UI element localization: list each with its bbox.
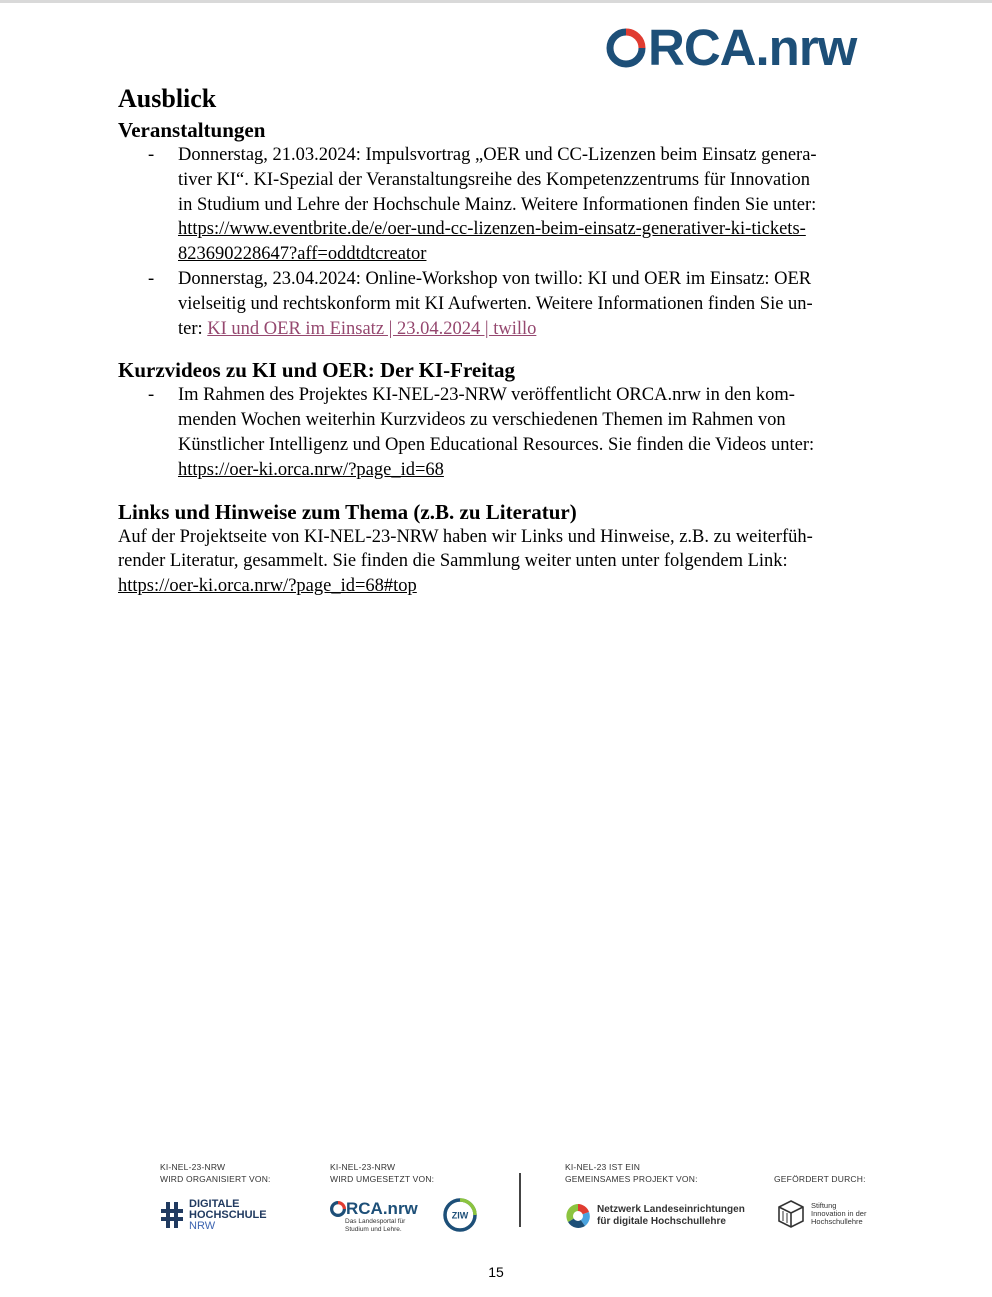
- dh-line: DIGITALE: [189, 1197, 240, 1210]
- caption-line: KI-NEL-23-NRW: [160, 1162, 226, 1172]
- stiftung-line: Hochschullehre: [811, 1217, 863, 1226]
- orca-ring-logo-icon: [606, 28, 646, 68]
- caption-line: WIRD UMGESETZT VON:: [330, 1174, 435, 1184]
- section-title-kurzvideos: Kurzvideos zu KI und OER: Der KI-Freitag: [118, 358, 516, 383]
- caption-line: GEMEINSAMES PROJEKT VON:: [565, 1174, 698, 1184]
- stiftung-cube-icon: [777, 1199, 805, 1229]
- netzwerk-circle-icon: [565, 1203, 591, 1229]
- stiftung-line: Stiftung: [811, 1201, 837, 1210]
- footer-divider: [519, 1173, 521, 1227]
- stiftung-logo: [777, 1199, 866, 1229]
- caption-line: KI-NEL-23 IST EIN: [565, 1162, 641, 1172]
- netzwerk-logo: [565, 1203, 745, 1229]
- links-paragraph: [118, 525, 878, 599]
- orca-small-text: RCA.nrw: [346, 1199, 418, 1218]
- text-line: Künstlicher Intelligenz und Open Educational Resources. Sie finden die Videos unter:: [178, 434, 815, 455]
- eventbrite-link[interactable]: https://www.eventbrite.de/e/oer-und-cc-lizenzen-beim-einsatz-generativer-ki-tickets-: [178, 219, 806, 240]
- videos-list: [118, 383, 878, 482]
- text-line: render Literatur, gesammelt. Sie finden die Sammlung weiter unten unter folgendem Link:: [118, 551, 788, 572]
- text-line: menden Wochen weiterhin Kurzvideos zu verschiedenen Themen im Rahmen von: [178, 410, 786, 431]
- text-line: Donnerstag, 23.04.2024: Online-Workshop von twillo: KI und OER im Einsatz: OER: [178, 268, 812, 289]
- text-line: vielseitig und rechtskonform mit KI Aufwerten. Weitere Informationen finden Sie un-: [178, 293, 813, 314]
- orca-tagline: Studium und Lehre.: [345, 1226, 402, 1233]
- stiftung-text: [811, 1202, 866, 1226]
- events-list: [118, 143, 878, 341]
- dash-bullet: -: [148, 268, 155, 289]
- netzwerk-text: [597, 1204, 745, 1228]
- stiftung-line: Innovation in der: [811, 1209, 867, 1218]
- caption-line: WIRD ORGANISIERT VON:: [160, 1174, 271, 1184]
- dh-text: [189, 1199, 267, 1232]
- page-top-border: [0, 0, 992, 3]
- caption-funded: [774, 1173, 866, 1185]
- page-heading: Ausblick: [118, 84, 217, 113]
- text-line: Im Rahmen des Projektes KI-NEL-23-NRW veröffentlicht ORCA.nrw in den kom-: [178, 385, 795, 406]
- text-line: Donnerstag, 21.03.2024: Impulsvortrag „OER und CC-Lizenzen beim Einsatz genera-: [178, 145, 817, 165]
- netzwerk-line: Netzwerk Landeseinrichtungen: [597, 1204, 745, 1215]
- list-item: [118, 267, 878, 341]
- dash-bullet: -: [148, 145, 155, 165]
- orca-small-name: [330, 1200, 418, 1218]
- orca-ring-small-icon: [330, 1201, 346, 1217]
- digitale-hochschule-logo: [160, 1198, 267, 1232]
- caption-implemented: [330, 1161, 434, 1185]
- dh-line: HOCHSCHULE: [189, 1208, 267, 1221]
- caption-organized: [160, 1161, 271, 1185]
- dh-line: NRW: [189, 1219, 216, 1232]
- ziw-logo: [442, 1197, 478, 1233]
- videos-link[interactable]: https://oer-ki.orca.nrw/?page_id=68: [178, 459, 444, 480]
- text-prefix: ter:: [178, 318, 208, 339]
- eventbrite-link-continued[interactable]: 823690228647?aff=oddtdtcreator: [178, 244, 427, 265]
- list-item: [118, 383, 878, 482]
- section-title-veranstaltungen: Veranstaltungen: [118, 118, 266, 142]
- project-page-link[interactable]: https://oer-ki.orca.nrw/?page_id=68#top: [118, 576, 417, 597]
- orca-tagline: Das Landesportal für: [345, 1218, 406, 1225]
- caption-line: KI-NEL-23-NRW: [330, 1162, 396, 1172]
- hash-icon: [160, 1200, 184, 1230]
- orca-logo-text: RCA.nrw: [648, 19, 857, 76]
- page-number: 15: [488, 1264, 504, 1280]
- orca-nrw-small-logo: [330, 1200, 418, 1234]
- list-item: [118, 143, 878, 267]
- caption-joint-project: [565, 1161, 698, 1185]
- orca-nrw-logo: [606, 19, 857, 76]
- ziw-text: ZIW: [451, 1210, 469, 1221]
- text-line: Auf der Projektseite von KI-NEL-23-NRW haben wir Links und Hinweise, z.B. zu weiterfüh-: [118, 526, 813, 547]
- twillo-link[interactable]: KI und OER im Einsatz | 23.04.2024 | twillo: [207, 318, 537, 339]
- footer-logos: [0, 1155, 992, 1245]
- dash-bullet: -: [148, 385, 155, 406]
- text-line: tiver KI“. KI-Spezial der Veranstaltungsreihe des Kompetenzzentrums für Innovation: [178, 169, 811, 190]
- page-content: [118, 84, 878, 599]
- netzwerk-line: für digitale Hochschullehre: [597, 1216, 726, 1227]
- text-line: in Studium und Lehre der Hochschule Mainz. Weitere Informationen finden Sie unter:: [178, 194, 817, 215]
- section-title-links: Links und Hinweise zum Thema (z.B. zu Literatur): [118, 499, 577, 524]
- caption-line: GEFÖRDERT DURCH:: [774, 1174, 866, 1184]
